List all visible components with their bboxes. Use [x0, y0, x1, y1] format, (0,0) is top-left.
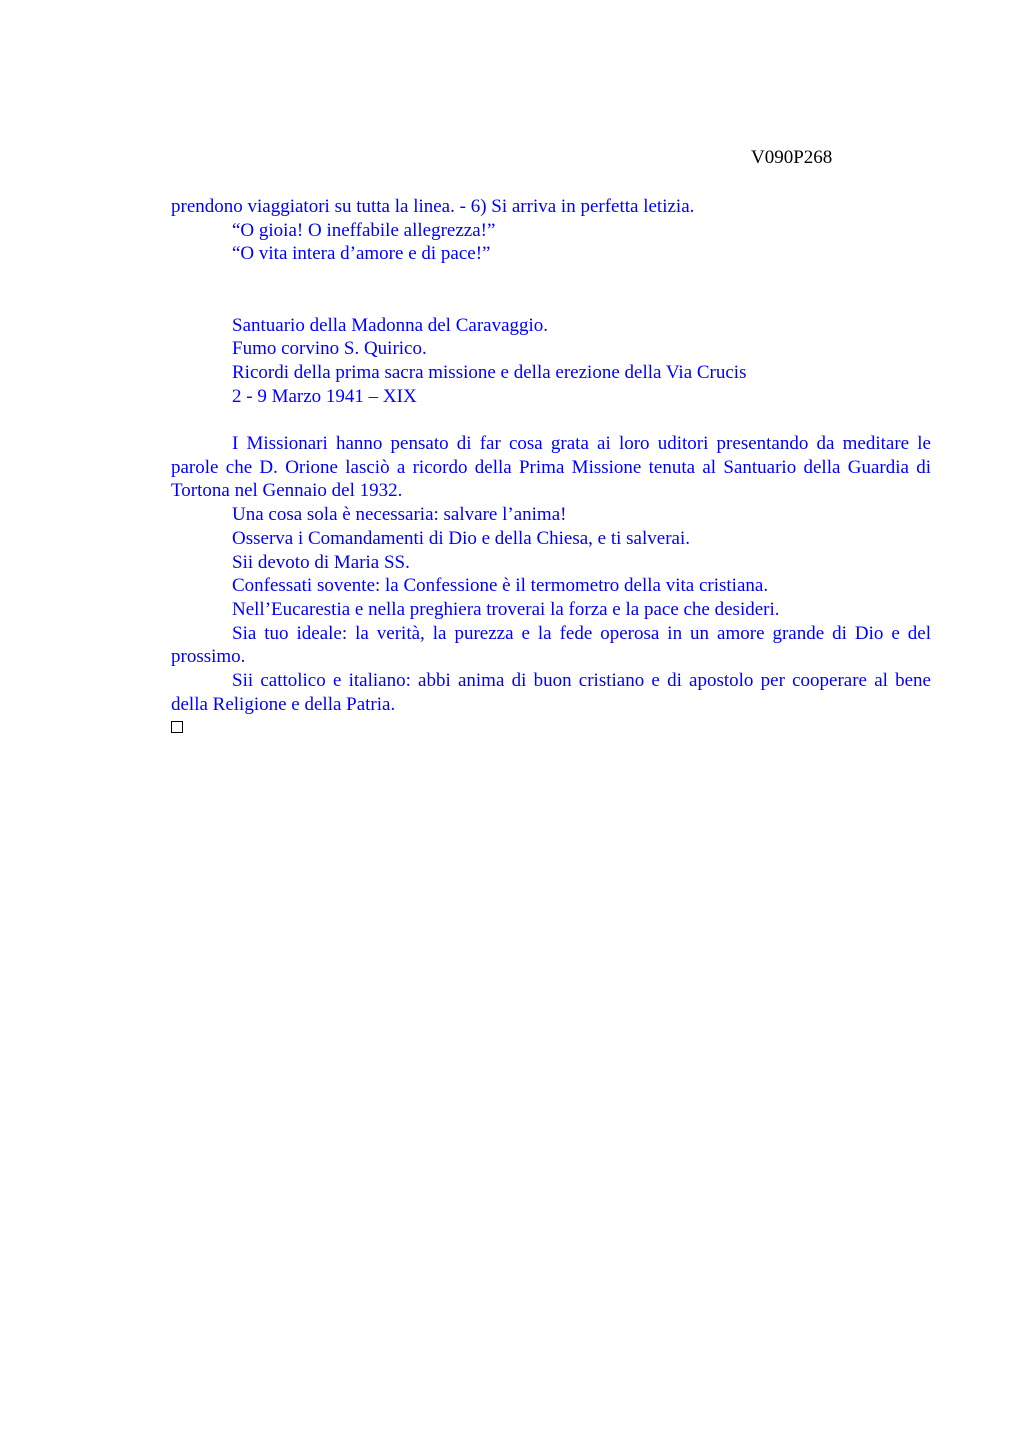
maxim-line: Una cosa sola è necessaria: salvare l’anima! [232, 504, 567, 526]
section-date-line: 2 - 9 Marzo 1941 – XIX [232, 385, 417, 407]
maxim-line: Nell’Eucarestia e nella preghiera troverai la forza e la pace che desideri. [232, 598, 780, 620]
maxim-paragraph: Sii cattolico e italiano: abbi anima di buon cristiano e di apostolo per cooperare al bene della Religione e della Patria. [171, 670, 931, 715]
section-title-line: Ricordi della prima sacra missione e della erezione della Via Crucis [232, 361, 747, 383]
spacer [171, 266, 931, 313]
quote-line: “O gioia! O ineffabile allegrezza!” [232, 219, 496, 241]
intro-paragraph: I Missionari hanno pensato di far cosa grata ai loro uditori presentando da meditare le parole che D. Orione lasciò a ricordo della Prima Missione tenuta al Santuario della Guardia di Tortona nel Gennaio del 1932. [171, 433, 931, 502]
square-outline-icon [171, 721, 183, 733]
maxim-line: Confessati sovente: la Confessione è il termometro della vita cristiana. [232, 575, 769, 597]
spacer [171, 408, 931, 432]
page-identifier: V090P268 [751, 147, 833, 168]
section-title-line: Santuario della Madonna del Caravaggio. [232, 314, 549, 336]
document-body [171, 195, 931, 733]
text-line: prendono viaggiatori su tutta la linea. - 6) Si arriva in perfetta letizia. [171, 196, 695, 217]
maxim-line: Osserva i Comandamenti di Dio e della Chiesa, e ti salverai. [232, 527, 690, 549]
maxim-paragraph: Sia tuo ideale: la verità, la purezza e la fede operosa in un amore grande di Dio e del prossimo. [171, 622, 931, 668]
quote-line: “O vita intera d’amore e di pace!” [232, 243, 491, 265]
maxim-line: Sii devoto di Maria SS. [232, 551, 410, 573]
section-title-line: Fumo corvino S. Quirico. [232, 338, 427, 360]
